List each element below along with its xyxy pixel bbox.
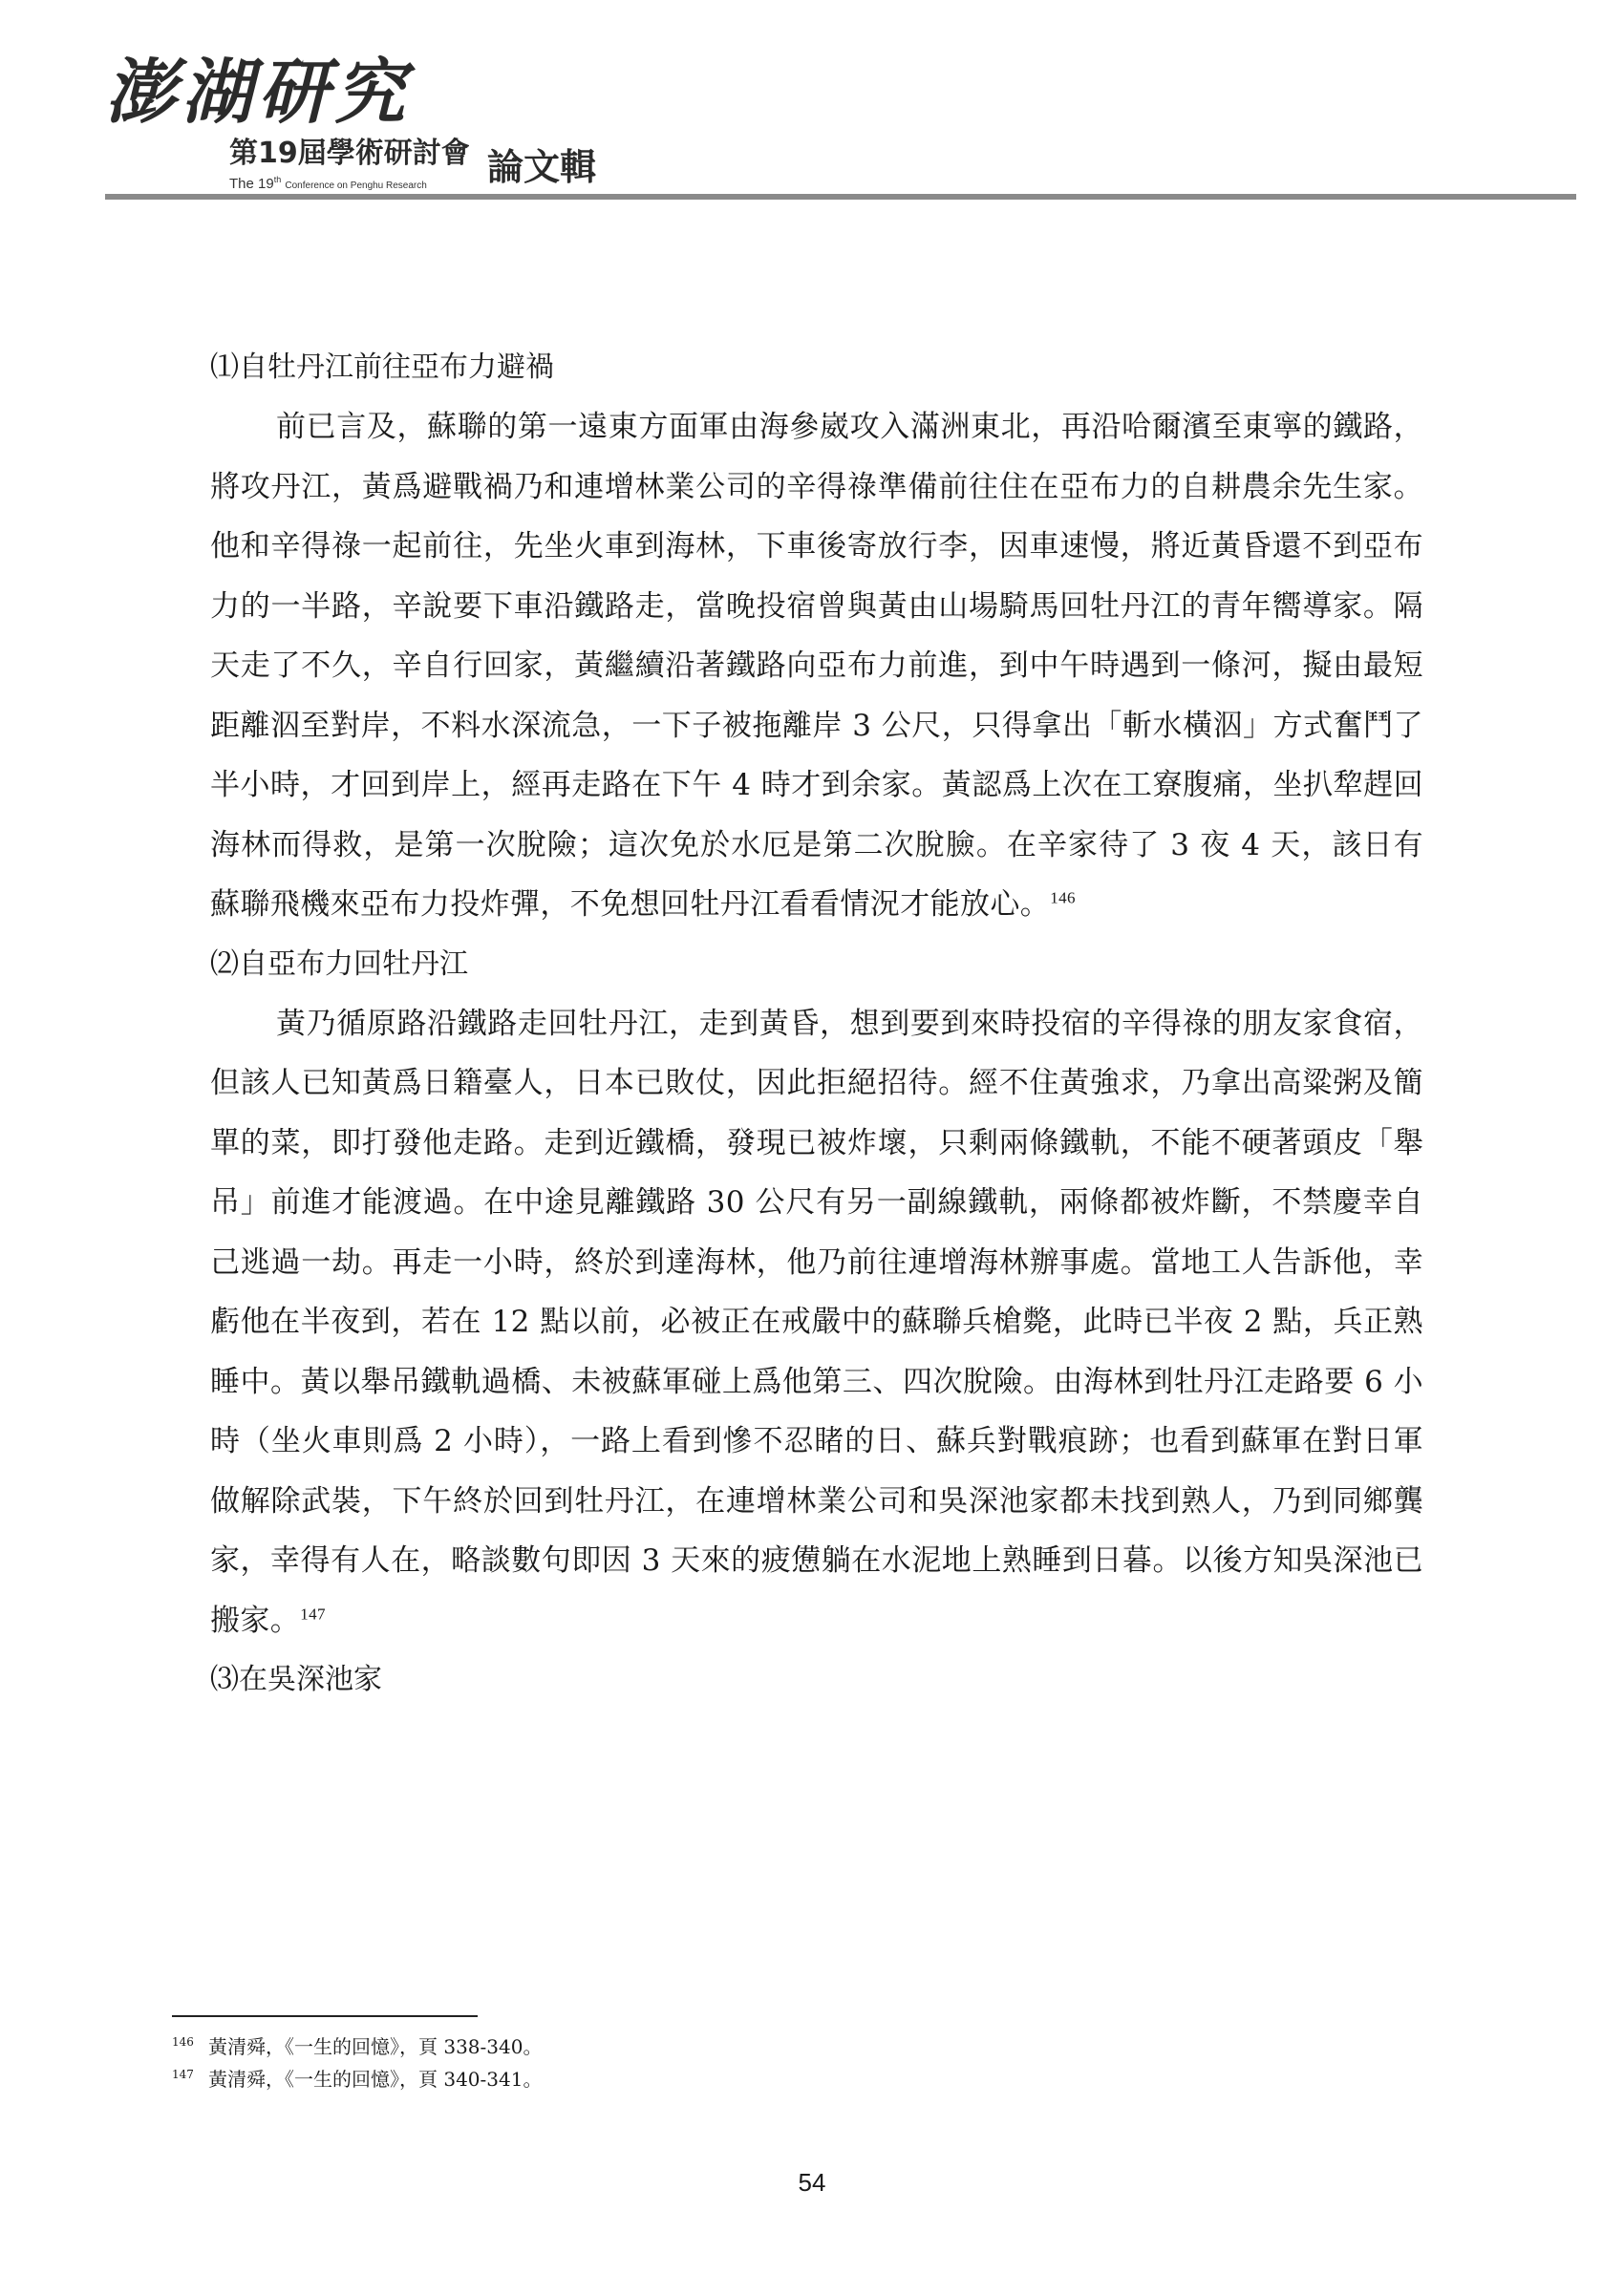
conference-en-rest: Conference on Penghu Research bbox=[285, 181, 427, 191]
section-paragraph-2 bbox=[210, 994, 1423, 1651]
footnote-reference[interactable]: 146 bbox=[1050, 888, 1076, 907]
section-heading-3: ⑶在吳深池家 bbox=[210, 1663, 382, 1696]
paragraph-text: 黃乃循原路沿鐵路走回牡丹江，走到黃昏，想到要到來時投宿的辛得祿的朋友家食宿，但該人已知黃爲日籍臺人，日本已敗仗，因此拒絕招待。經不住黃強求，乃拿出高粱粥及簡單的菜，即打發他走路。走到近鐵橋，發現已被炸壞，只剩兩條鐵軌，不能不硬著頭皮「舉吊」前進才能渡過。在中途見離鐵路 30 公尺有另一副線鐵軌，兩條都被炸斷，不禁慶幸自己逃過一劫。再走一小時，終於到達海林，他乃前往連增海林辦事處。當地工人告訴他，幸虧他在半夜到，若在 12 點以前，必被正在戒嚴中的蘇聯兵槍斃，此時已半夜 2 點，兵正熟睡中。黃以舉吊鐵軌過橋、未被蘇軍碰上爲他第三、四次脫險。由海林到牡丹江走路要 6 小時（坐火車則爲 2 小時），一路上看到慘不忍睹的日、蘇兵對戰痕跡；也看到蘇軍在對日軍做解除武裝，下午終於回到牡丹江，在連增林業公司和吳深池家都未找到熟人，乃到同鄉龔家，幸得有人在，略談數句即因 3 天來的疲憊躺在水泥地上熟睡到日暮。以後方知吳深池已搬家。 bbox=[210, 1006, 1423, 1638]
footnote-divider bbox=[172, 2015, 478, 2017]
conference-english-title bbox=[229, 176, 427, 191]
section-heading-1: ⑴自牡丹江前往亞布力避禍 bbox=[210, 351, 554, 384]
footnote-item: 147 黃清舜，《一生的回憶》，頁 340-341。 bbox=[172, 2068, 543, 2091]
journal-logo: 澎湖研究 bbox=[105, 52, 411, 134]
footnote-item: 146 黃清舜，《一生的回憶》，頁 338-340。 bbox=[172, 2035, 543, 2058]
conference-en-prefix: The 19 bbox=[229, 176, 274, 192]
page-header bbox=[105, 52, 1576, 201]
paragraph-text: 前已言及，蘇聯的第一遠東方面軍由海參崴攻入滿洲東北，再沿哈爾濱至東寧的鐵路，將攻丹江，黃爲避戰禍乃和連增林業公司的辛得祿準備前往住在亞布力的自耕農余先生家。他和辛得祿一起前往，先坐火車到海林，下車後寄放行李，因車速慢，將近黃昏還不到亞布力的一半路，辛說要下車沿鐵路走，當晚投宿曾與黃由山場騎馬回牡丹江的青年嚮導家。隔天走了不久，辛自行回家，黃繼續沿著鐵路向亞布力前進，到中午時遇到一條河，擬由最短距離泅至對岸，不料水深流急，一下子被拖離岸 3 公尺，只得拿出「斬水橫泅」方式奮鬥了半小時，才回到岸上，經再走路在下午 4 時才到余家。黃認爲上次在工寮腹痛，坐扒犂趕回海林而得救，是第一次脫險；這次免於水厄是第二次脫臉。在辛家待了 3 夜 4 天，該日有蘇聯飛機來亞布力投炸彈，不免想回牡丹江看看情況才能放心。 bbox=[210, 410, 1423, 922]
page-number: 54 bbox=[798, 2168, 826, 2197]
main-content bbox=[210, 338, 1423, 1710]
header-rule bbox=[105, 194, 1576, 200]
footnote-reference[interactable]: 147 bbox=[300, 1605, 326, 1624]
footnote-text: 黃清舜，《一生的回憶》，頁 338-340。 bbox=[208, 2035, 543, 2058]
section-paragraph-1 bbox=[210, 397, 1423, 935]
proceedings-label: 論文輯 bbox=[487, 146, 597, 188]
section-heading-2: ⑵自亞布力回牡丹江 bbox=[210, 946, 468, 981]
footnotes bbox=[172, 2030, 1414, 2095]
conference-title: 第19屆學術研討會 bbox=[229, 137, 470, 170]
conference-en-suffix: th bbox=[273, 175, 282, 184]
footnote-text: 黃清舜，《一生的回憶》，頁 340-341。 bbox=[208, 2068, 543, 2091]
